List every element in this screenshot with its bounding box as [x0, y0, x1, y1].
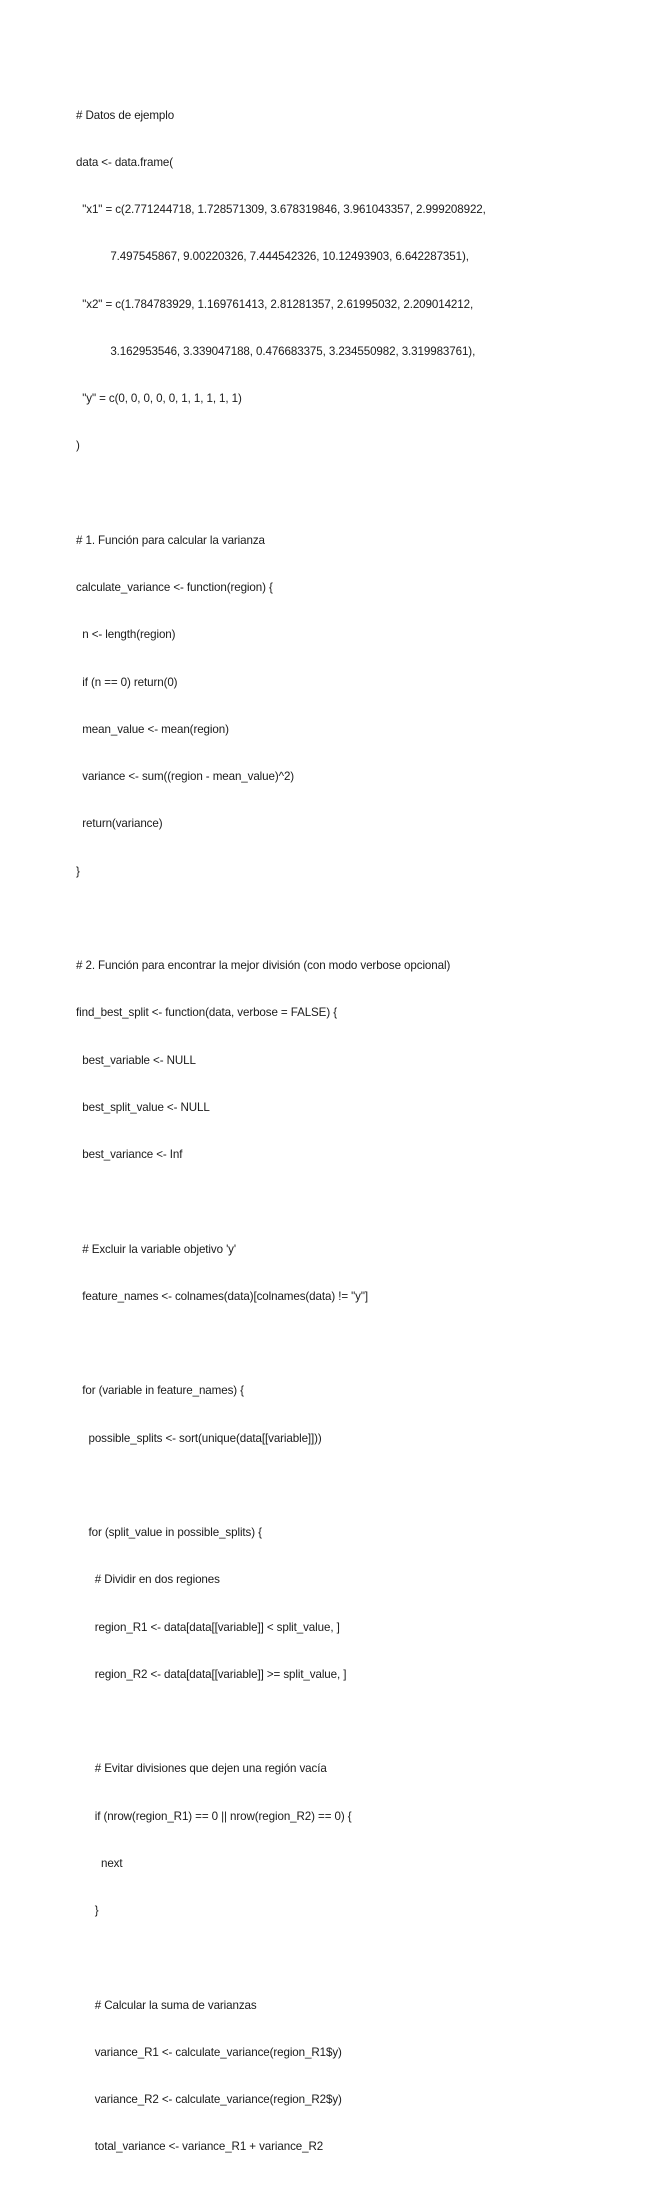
code-line	[76, 1194, 486, 1210]
code-line: region_R2 <- data[data[[variable]] >= split_value, ]	[76, 1667, 347, 1681]
code-line: }	[76, 864, 80, 878]
code-line: best_split_value <- NULL	[76, 1100, 210, 1114]
code-line: 3.162953546, 3.339047188, 0.476683375, 3.234550982, 3.319983761),	[76, 344, 476, 358]
code-line: # Excluir la variable objetivo 'y'	[76, 1242, 236, 1256]
code-line: best_variable <- NULL	[76, 1053, 196, 1067]
code-line: return(variance)	[76, 817, 163, 831]
code-line: if (n == 0) return(0)	[76, 675, 178, 689]
code-line	[76, 911, 486, 927]
code-line: feature_names <- colnames(data)[colnames(data) != "y"]	[76, 1289, 368, 1303]
code-line: possible_splits <- sort(unique(data[[variable]]))	[76, 1431, 322, 1445]
code-block	[76, 76, 486, 2187]
code-line: best_variance <- Inf	[76, 1148, 183, 1161]
code-line: # Dividir en dos regiones	[76, 1573, 220, 1587]
code-line: }	[76, 1904, 99, 1917]
code-line	[76, 1336, 486, 1352]
code-line: "y" = c(0, 0, 0, 0, 0, 1, 1, 1, 1, 1)	[76, 392, 242, 405]
code-line: calculate_variance <- function(region) {	[76, 581, 273, 594]
code-line: variance <- sum((region - mean_value)^2)	[76, 770, 295, 783]
code-line: # 2. Función para encontrar la mejor división (con modo verbose opcional)	[76, 959, 451, 972]
code-line	[76, 1478, 486, 1494]
code-line	[76, 1714, 486, 1730]
code-line	[76, 1950, 486, 1966]
code-line: "x2" = c(1.784783929, 1.169761413, 2.81281357, 2.61995032, 2.209014212,	[76, 297, 474, 311]
code-line: # Datos de ejemplo	[76, 108, 175, 122]
code-line: )	[76, 439, 80, 453]
code-line: region_R1 <- data[data[[variable]] < split_value, ]	[76, 1620, 340, 1634]
code-line: mean_value <- mean(region)	[76, 722, 229, 736]
code-line: # 1. Función para calcular la varianza	[76, 533, 265, 547]
code-line: variance_R2 <- calculate_variance(region_R2$y)	[76, 2093, 342, 2106]
code-line: for (split_value in possible_splits) {	[76, 1526, 262, 1539]
code-line: # Evitar divisiones que dejen una región vacía	[76, 1762, 327, 1776]
code-line: "x1" = c(2.771244718, 1.728571309, 3.678319846, 3.961043357, 2.999208922,	[76, 203, 486, 216]
code-line: if (nrow(region_R1) == 0 || nrow(region_R2) == 0) {	[76, 1809, 352, 1823]
code-line	[76, 486, 486, 502]
code-line: variance_R1 <- calculate_variance(region_R1$y)	[76, 2045, 342, 2059]
code-line: data <- data.frame(	[76, 155, 174, 169]
code-line: next	[76, 1856, 123, 1870]
code-line: # Calcular la suma de varianzas	[76, 1998, 257, 2012]
code-line: 7.497545867, 9.00220326, 7.444542326, 10.12493903, 6.642287351),	[76, 250, 469, 264]
code-line: total_variance <- variance_R1 + variance_R2	[76, 2140, 324, 2154]
code-line: n <- length(region)	[76, 628, 176, 642]
code-line: for (variable in feature_names) {	[76, 1384, 244, 1398]
code-line: find_best_split <- function(data, verbose = FALSE) {	[76, 1006, 337, 1020]
